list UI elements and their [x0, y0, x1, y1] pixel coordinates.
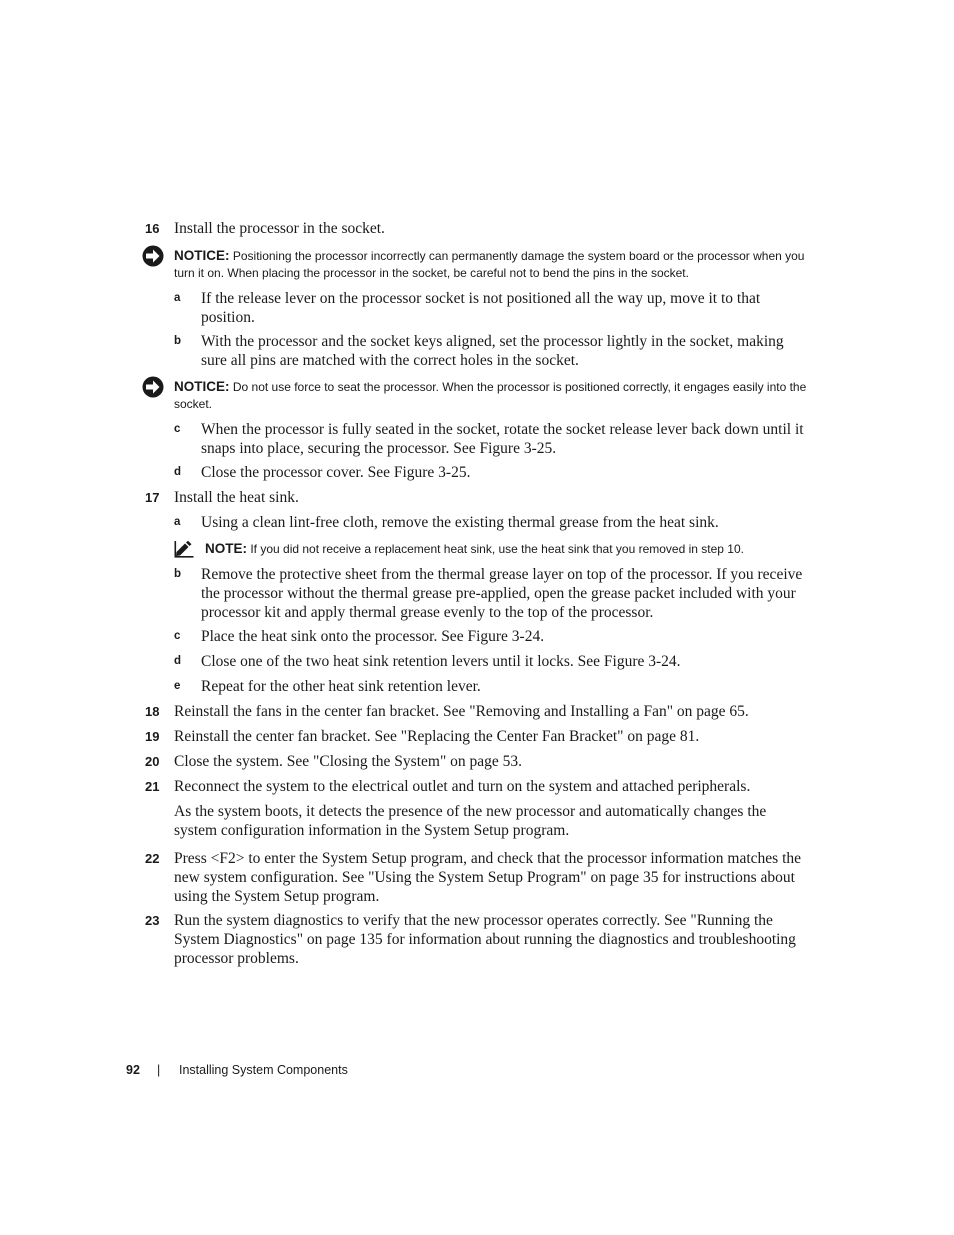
- notice-label: NOTICE:: [174, 379, 230, 394]
- step-16b-letter: b: [174, 335, 182, 347]
- step-17a-letter: a: [174, 516, 181, 528]
- step-16d-letter: d: [174, 466, 182, 478]
- step-16c-letter: c: [174, 423, 181, 435]
- note-label: NOTE:: [205, 541, 247, 556]
- notice-label: NOTICE:: [174, 248, 230, 263]
- step-16b-text: With the processor and the socket keys aligned, set the processor lightly in the socket, making sure all pins are matched with the correct holes in the socket.: [201, 333, 784, 369]
- step-17d-letter: d: [174, 655, 182, 667]
- step-22-text: Press <F2> to enter the System Setup program, and check that the processor information matches the new system configuration. See "Using the System Setup Program" on page 35 for instructions about using the System Setup program.: [174, 850, 802, 905]
- step-17b-letter: b: [174, 568, 182, 580]
- step-number-23: 23: [145, 913, 160, 928]
- notice-1-text: Positioning the processor incorrectly can permanently damage the system board or the processor when you turn it on. When placing the processor in the socket, be careful not to bend the pins in the socket.: [174, 249, 805, 280]
- step-number-21: 21: [145, 779, 160, 794]
- step-16a-text: If the release lever on the processor socket is not positioned all the way up, move it to that position.: [201, 290, 761, 326]
- step-18-text: Reinstall the fans in the center fan bracket. See "Removing and Installing a Fan" on page 65.: [174, 703, 749, 720]
- page-number: 92: [126, 1063, 140, 1077]
- step-17e-letter: e: [174, 680, 181, 692]
- step-17e-text: Repeat for the other heat sink retention lever.: [201, 678, 481, 695]
- step-21-paragraph: As the system boots, it detects the presence of the new processor and automatically changes the system configuration information in the System Setup program.: [174, 803, 767, 839]
- notice-2-text: Do not use force to seat the processor. When the processor is positioned correctly, it engages easily into the socket.: [174, 380, 807, 411]
- step-19-text: Reinstall the center fan bracket. See "Replacing the Center Fan Bracket" on page 81.: [174, 728, 700, 745]
- step-number-18: 18: [145, 704, 160, 719]
- step-17c-text: Place the heat sink onto the processor. See Figure 3-24.: [201, 628, 545, 645]
- footer-separator: |: [157, 1063, 161, 1077]
- footer-section-title: Installing System Components: [179, 1063, 348, 1077]
- notice-arrow-icon: [142, 245, 164, 267]
- step-number-17: 17: [145, 490, 160, 505]
- step-17-text: Install the heat sink.: [174, 489, 299, 506]
- step-20-text: Close the system. See "Closing the System" on page 53.: [174, 753, 523, 770]
- step-16d-text: Close the processor cover. See Figure 3-25.: [201, 464, 471, 481]
- step-17b-text: Remove the protective sheet from the thermal grease layer on top of the processor. If you receive the processor without the thermal grease pre-applied, open the grease packet included with your processor kit and apply thermal grease evenly to the top of the processor.: [201, 566, 803, 621]
- note-1: [205, 540, 815, 558]
- step-number-22: 22: [145, 851, 160, 866]
- step-17a-text: Using a clean lint-free cloth, remove the existing thermal grease from the heat sink.: [201, 514, 719, 531]
- step-number-16: 16: [145, 221, 160, 236]
- notice-1: [174, 247, 814, 282]
- note-pencil-icon: [174, 540, 194, 558]
- step-23-text: Run the system diagnostics to verify that the new processor operates correctly. See "Running the System Diagnostics" on page 135 for information about running the diagnostics and troubleshooting processor problems.: [174, 912, 796, 967]
- step-16-text: Install the processor in the socket.: [174, 220, 385, 237]
- step-number-20: 20: [145, 754, 160, 769]
- step-16a-letter: a: [174, 292, 181, 304]
- step-17d-text: Close one of the two heat sink retention levers until it locks. See Figure 3-24.: [201, 653, 681, 670]
- step-21-text: Reconnect the system to the electrical outlet and turn on the system and attached peripherals.: [174, 778, 751, 795]
- step-number-19: 19: [145, 729, 160, 744]
- note-1-text: If you did not receive a replacement heat sink, use the heat sink that you removed in step 10.: [250, 542, 744, 556]
- notice-arrow-icon: [142, 376, 164, 398]
- step-17c-letter: c: [174, 630, 181, 642]
- notice-2: [174, 378, 814, 413]
- step-16c-text: When the processor is fully seated in the socket, rotate the socket release lever back down until it snaps into place, securing the processor. See Figure 3-25.: [201, 421, 804, 457]
